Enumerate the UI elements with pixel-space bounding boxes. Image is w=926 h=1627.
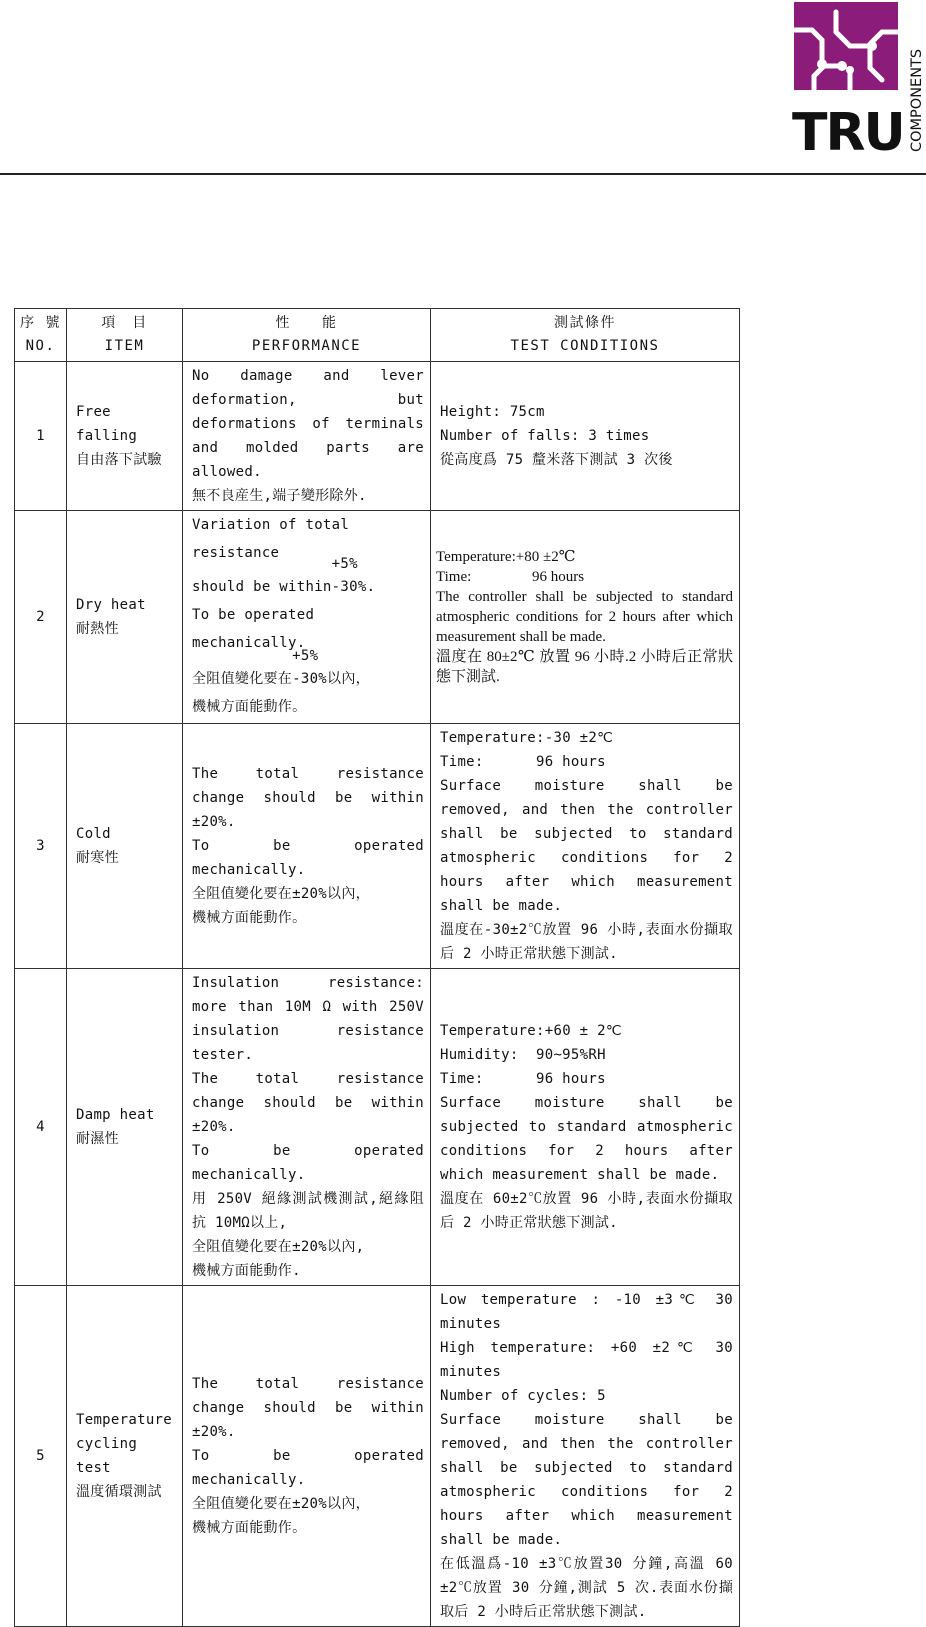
col-header-test-en: TEST CONDITIONS <box>510 338 660 354</box>
perf-line: No damage and lever deformation, but deformations of terminals and molded parts are allowed. <box>192 368 424 480</box>
col-header-item-en: ITEM <box>104 338 145 354</box>
row-item <box>67 362 183 511</box>
test-line <box>436 547 733 567</box>
table-row <box>15 362 740 511</box>
perf-line <box>192 556 424 601</box>
item-en: Dry heat <box>76 597 146 613</box>
environmental-test-table <box>14 308 740 1627</box>
test-line <box>436 567 733 587</box>
test-line: Number of falls: 3 times <box>440 428 650 444</box>
perf-line: 機械方面能動作。 <box>192 1520 307 1536</box>
perf-line: 無不良産生,端子變形除外. <box>192 488 367 504</box>
row-item <box>67 724 183 969</box>
row-performance <box>183 969 431 1286</box>
row-number: 5 <box>15 1286 67 1627</box>
item-en: Temperature <box>76 1412 173 1428</box>
perf-line: To be operated mechanically. <box>192 1448 424 1488</box>
row-performance <box>183 362 431 511</box>
row-performance <box>183 511 431 724</box>
item-zh: 溫度循環測試 <box>76 1484 162 1500</box>
test-label: Time: <box>440 754 484 770</box>
row-item <box>67 1286 183 1627</box>
perf-line: 機械方面能動作. <box>192 1263 301 1279</box>
item-en: Damp heat <box>76 1107 155 1123</box>
test-line <box>440 726 733 750</box>
col-header-item <box>67 309 183 362</box>
perf-line: To be operated mechanically. <box>192 1143 424 1183</box>
test-line <box>440 1043 733 1067</box>
perf-line: The total resistance change should be within ±20%. <box>192 1376 424 1440</box>
row-test-conditions <box>431 969 740 1286</box>
perf-text: 全阻值變化要在 <box>192 671 293 687</box>
test-value: +60 ± 2℃ <box>544 1023 622 1039</box>
test-value: 96 hours <box>536 754 606 770</box>
tolerance-minus: -30%. <box>331 579 376 595</box>
test-line: 溫度在-30±2℃放置 96 小時,表面水份擷取后 2 小時正常狀態下測試. <box>440 922 733 962</box>
table-row <box>15 969 740 1286</box>
perf-line: 機械方面能動作。 <box>192 699 307 715</box>
item-zh: 耐濕性 <box>76 1131 119 1147</box>
row-item <box>67 969 183 1286</box>
row-test-conditions <box>431 362 740 511</box>
perf-line: 機械方面能動作。 <box>192 910 307 926</box>
test-line: 在低溫爲-10 ±3℃放置30 分鐘,高溫 60 ±2℃放置 30 分鐘,測試 5 次.表面水份擷取后 2 小時后正常狀態下測試. <box>440 1556 733 1620</box>
row-number: 1 <box>15 362 67 511</box>
perf-line: The total resistance change should be within ±20%. <box>192 1071 424 1135</box>
table-row <box>15 511 740 724</box>
test-line: High temperature: +60 ±2℃ 30 minutes <box>440 1340 733 1380</box>
logo-word: TRU <box>792 103 904 154</box>
test-value: -30 ±2℃ <box>544 730 614 746</box>
col-header-performance <box>183 309 431 362</box>
test-value: 90~95%RH <box>536 1047 606 1063</box>
perf-line: To be operated mechanically. <box>192 607 315 651</box>
test-line: 溫度在 80±2℃ 放置 96 小時.2 小時后正常狀態下測試. <box>436 649 733 685</box>
item-en: Free falling <box>76 404 138 444</box>
row-test-conditions <box>431 724 740 969</box>
test-line: Surface moisture shall be removed, and then the controller shall be subjected to standard atmospheric conditions for 2 hours after which measurement shall be made. <box>440 778 733 914</box>
col-header-perf-en: PERFORMANCE <box>251 338 362 354</box>
tru-components-logo <box>790 2 926 154</box>
test-label: Humidity: <box>440 1047 519 1063</box>
test-line: Low temperature : -10 ±3℃ 30 minutes <box>440 1292 733 1332</box>
row-performance <box>183 724 431 969</box>
perf-text: 以內， <box>327 671 370 687</box>
perf-line: The total resistance change should be within ±20%. <box>192 766 424 830</box>
test-line: 溫度在 60±2℃放置 96 小時,表面水份擷取后 2 小時正常狀態下測試. <box>440 1191 733 1231</box>
test-line: Height: 75cm <box>440 404 545 420</box>
perf-text: should be within <box>192 579 332 595</box>
perf-line: 全阻值變化要在±20%以內， <box>192 1496 370 1512</box>
item-zh: 自由落下試驗 <box>76 452 162 468</box>
col-header-no-en: NO. <box>25 338 56 354</box>
table-row <box>15 724 740 969</box>
test-line: Surface moisture shall be subjected to standard atmospheric conditions for 2 hours after which measurement shall be made. <box>440 1095 733 1183</box>
test-line <box>440 750 733 774</box>
perf-line: 全阻值變化要在±20%以內, <box>192 1239 365 1255</box>
row-performance <box>183 1286 431 1627</box>
row-number: 4 <box>15 969 67 1286</box>
perf-line: 用 250V 絕緣測試機測試,絕緣阻抗 10MΩ以上, <box>192 1191 424 1231</box>
row-number: 2 <box>15 511 67 724</box>
perf-line <box>192 648 424 693</box>
table-header-row <box>15 309 740 362</box>
col-header-no-zh: 序 號 <box>20 315 61 331</box>
tolerance-minus: -30% <box>292 671 328 687</box>
row-test-conditions <box>431 511 740 724</box>
item-zh: 耐寒性 <box>76 850 119 866</box>
row-item <box>67 511 183 724</box>
test-line: Surface moisture shall be removed, and then the controller shall be subjected to standard atmospheric conditions for 2 hours after which measurement shall be made. <box>440 1412 733 1548</box>
test-line <box>440 1019 733 1043</box>
col-header-perf-zh: 性 能 <box>275 315 338 331</box>
col-header-no <box>15 309 67 362</box>
test-line: The controller shall be subjected to standard atmospheric conditions for 2 hours after which measurement shall be made. <box>436 589 733 645</box>
item-zh: 耐熱性 <box>76 621 119 637</box>
perf-line: Insulation resistance: more than 10M Ω with 250V insulation resistance tester. <box>192 975 424 1063</box>
perf-line: 全阻值變化要在±20%以內， <box>192 886 370 902</box>
logo-subword: COMPONENTS <box>909 48 925 152</box>
perf-line: Variation of total resistance <box>192 517 350 561</box>
test-value: +80 ±2℃ <box>515 549 576 565</box>
test-value: 96 hours <box>536 1071 606 1087</box>
tolerance-plus: +5% <box>292 648 319 664</box>
test-label: Temperature: <box>440 1023 545 1039</box>
tolerance <box>331 556 376 601</box>
tolerance-plus: +5% <box>331 556 358 572</box>
test-label: Temperature: <box>440 730 545 746</box>
tolerance <box>292 648 328 693</box>
col-header-test-zh: 測試條件 <box>554 315 616 331</box>
test-line: 從高度爲 75 釐米落下測試 3 次後 <box>440 452 673 468</box>
test-line <box>440 1067 733 1091</box>
test-line: Number of cycles: 5 <box>440 1388 606 1404</box>
perf-line: To be operated mechanically. <box>192 838 424 878</box>
header-rule <box>0 173 926 175</box>
item-en: cycling test <box>76 1436 138 1476</box>
test-label: Temperature: <box>436 549 516 565</box>
row-number: 3 <box>15 724 67 969</box>
col-header-test-conditions <box>431 309 740 362</box>
col-header-item-zh: 項 目 <box>101 315 148 331</box>
table-row <box>15 1286 740 1627</box>
row-test-conditions <box>431 1286 740 1627</box>
test-label: Time: <box>436 569 472 585</box>
test-value: 96 hours <box>532 569 585 585</box>
test-label: Time: <box>440 1071 484 1087</box>
item-en: Cold <box>76 826 111 842</box>
